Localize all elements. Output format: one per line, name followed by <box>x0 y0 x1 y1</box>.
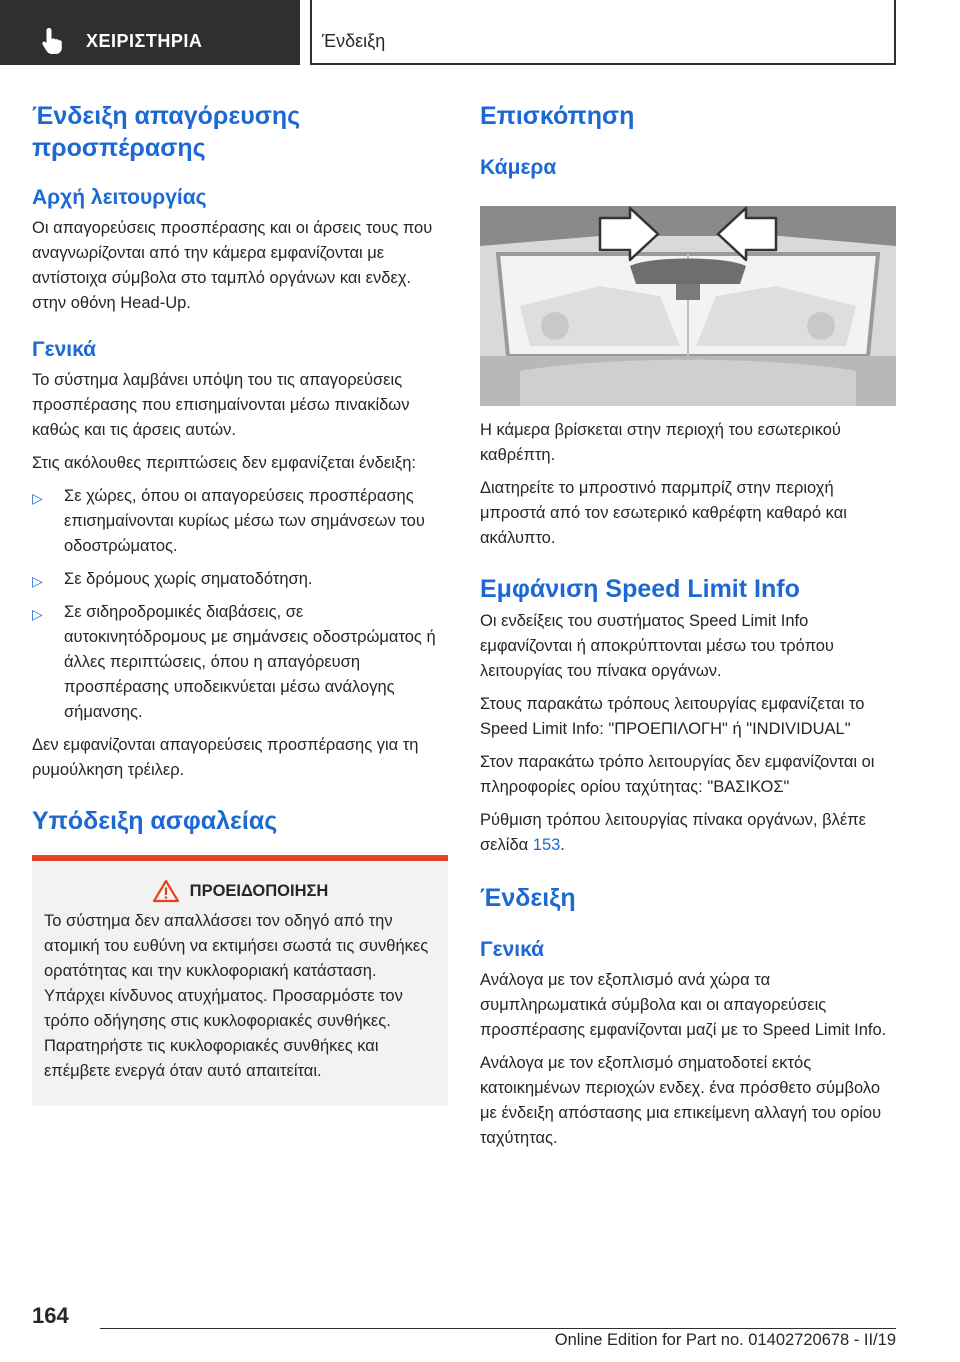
right-column <box>480 100 896 1151</box>
triangle-bullet-icon: ▷ <box>32 606 43 622</box>
sli-paragraph-2: Στους παρακάτω τρόπους λειτουργίας εμφανίζεται το Speed Limit Info: "ΠΡΟΕΠΙΛΟΓΗ" ή "INDIVIDUAL" <box>480 695 865 738</box>
camera-paragraph-2: Διατηρείτε το μπροστινό παρμπρίζ στην περιοχή μπροστά από τον εσωτερικό καθρέφτη καθαρό και ακάλυπτο. <box>480 479 847 547</box>
warning-title <box>44 879 436 903</box>
footer-line <box>100 1328 896 1329</box>
warning-box <box>32 861 448 1106</box>
general-paragraph-1: Το σύστημα λαμβάνει υπόψη του τις απαγορεύσεις προσπέρασης που επισημαίνονται μέσω πινακίδων καθώς και τις άρσεις αυτών. <box>32 371 410 439</box>
header-section-title: ΧΕΙΡΙΣΤΗΡΙΑ <box>86 31 203 51</box>
header-divider <box>310 0 312 65</box>
left-column <box>32 100 448 1106</box>
section-title: Ένδειξη απαγόρευσης προσπέρασης <box>32 102 301 162</box>
page-number: 164 <box>32 1303 69 1328</box>
warning-title-text: ΠΡΟΕΙΔΟΠΟΙΗΣΗ <box>189 881 329 900</box>
page-link[interactable]: 153 <box>532 836 561 854</box>
list-item <box>32 484 448 559</box>
display-heading: Ένδειξη <box>480 884 576 912</box>
hand-pointer-icon <box>40 26 66 56</box>
edition-text: Online Edition for Part no. 01402720678 - II/19 <box>554 1331 896 1349</box>
general-paragraph-2: Στις ακόλουθες περιπτώσεις δεν εμφανίζεται ένδειξη: <box>32 454 416 472</box>
display-paragraph-1: Ανάλογα με τον εξοπλισμό ανά χώρα τα συμπληρωματικά σύμβολα και οι απαγορεύσεις προσπέρασης εμφανίζονται μαζί με το Speed Limit Info. <box>480 971 887 1039</box>
general-heading: Γενικά <box>32 338 97 361</box>
sli-paragraph-4 <box>480 808 896 858</box>
header-underline <box>310 63 896 65</box>
sli-paragraph-4-text: Ρύθμιση τρόπου λειτουργίας πίνακα οργάνων, βλέπε σελίδα <box>480 811 866 854</box>
sli-paragraph-1: Οι ενδείξεις του συστήματος Speed Limit Info εμφανίζονται ή αποκρύπτονται μέσω του τρόπου λειτουργίας του πίνακα οργάνων. <box>480 612 834 680</box>
bullet-text: Σε σιδηροδρομικές διαβάσεις, σε αυτοκινητόδρομους με σημάνσεις οδοστρώματος ή άλλες περιπτώσεις, όπου η απαγόρευση προσπέρασης υποδεικνύεται μέσω ανάλογης σήμανσης. <box>64 603 436 721</box>
triangle-bullet-icon: ▷ <box>32 490 43 506</box>
camera-paragraph-1: Η κάμερα βρίσκεται στην περιοχή του εσωτερικού καθρέπτη. <box>480 421 841 464</box>
general-paragraph-3: Δεν εμφανίζονται απαγορεύσεις προσπέρασης για τη ρυμούλκηση τρέιλερ. <box>32 736 419 779</box>
display-paragraph-2: Ανάλογα με τον εξοπλισμό σηματοδοτεί εκτός κατοικημένων περιοχών ενδεχ. ένα πρόσθετο σύμβολο με ένδειξη απόστασης μια επικείμενη αλλαγή του ορίου ταχύτητας. <box>480 1054 882 1147</box>
header-right-divider <box>894 0 896 65</box>
principle-heading: Αρχή λειτουργίας <box>32 186 207 209</box>
display-general-heading: Γενικά <box>480 938 545 961</box>
header-section-tab <box>0 0 300 65</box>
camera-heading: Κάμερα <box>480 156 557 179</box>
camera-location-image <box>480 206 896 406</box>
bullet-text: Σε δρόμους χωρίς σηματοδότηση. <box>64 570 313 588</box>
sli-heading: Εμφάνιση Speed Limit Info <box>480 575 800 603</box>
sli-paragraph-4-end: . <box>560 836 565 854</box>
safety-heading: Υπόδειξη ασφαλείας <box>32 807 278 835</box>
triangle-bullet-icon: ▷ <box>32 573 43 589</box>
breadcrumb: Ένδειξη <box>322 31 386 51</box>
bullet-text: Σε χώρες, όπου οι απαγορεύσεις προσπέρασης επισημαίνονται κυρίως μέσω των σημάνσεων του οδοστρώματος. <box>64 487 425 555</box>
warning-text: Το σύστημα δεν απαλλάσσει τον οδηγό από την ατομική του ευθύνη να εκτιμήσει σωστά τις συνθήκες ορατότητας και την κυκλοφοριακή κατάσταση. Υπάρχει κίνδυνος ατυχήματος. Προσαρμόστε τον τρόπο οδήγησης στις κυκλοφοριακές συνθήκες. Παρατηρήστε τις κυκλοφοριακές συνθήκες και επέμβετε ενεργά όταν αυτό απαιτείται. <box>44 912 429 1080</box>
sli-paragraph-3: Στον παρακάτω τρόπο λειτουργίας δεν εμφανίζονται οι πληροφορίες ορίου ταχύτητας: "ΒΑΣΙΚΟΣ" <box>480 753 875 796</box>
list-item <box>32 567 448 592</box>
overview-heading: Επισκόπηση <box>480 102 635 130</box>
list-item <box>32 600 448 725</box>
principle-text: Οι απαγορεύσεις προσπέρασης και οι άρσεις τους που αναγνωρίζονται από την κάμερα εμφανίζονται με αντίστοιχα σύμβολα στο ταμπλό οργάνων και ενδεχ. στην οθόνη Head-Up. <box>32 219 433 312</box>
warning-triangle-icon <box>152 879 180 903</box>
